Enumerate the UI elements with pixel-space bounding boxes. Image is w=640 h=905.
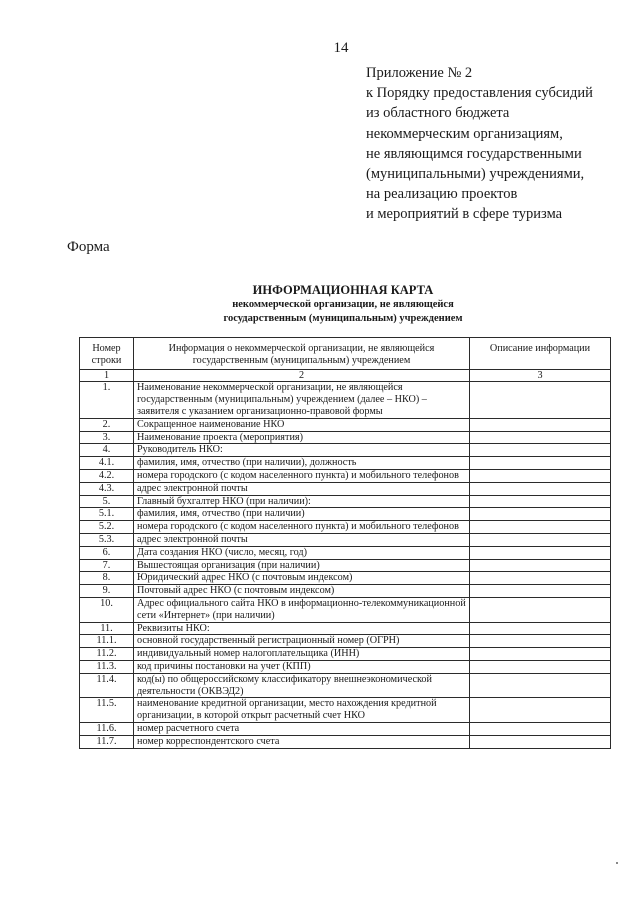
row-description-cell[interactable]	[470, 635, 611, 648]
row-number: 5.3.	[80, 533, 134, 546]
appendix-line: на реализацию проектов	[366, 186, 518, 203]
row-number: 11.	[80, 622, 134, 635]
appendix-line: некоммерческим организациям,	[366, 125, 563, 142]
row-number: 4.3.	[80, 482, 134, 495]
table-row	[80, 382, 611, 418]
table-row	[80, 635, 611, 648]
appendix-line: из областного бюджета	[366, 105, 510, 122]
row-number: 5.2.	[80, 521, 134, 534]
appendix-line: к Порядку предоставления субсидий	[366, 85, 593, 102]
row-description-cell[interactable]	[470, 482, 611, 495]
table-row	[80, 585, 611, 598]
table-row	[80, 482, 611, 495]
row-info: Адрес официального сайта НКО в информационно-телекоммуникационной сети «Интернет» (при наличии)	[134, 597, 470, 622]
row-info: адрес электронной почты	[134, 482, 470, 495]
row-description-cell[interactable]	[470, 431, 611, 444]
appendix-block	[366, 63, 593, 225]
table-row	[80, 648, 611, 661]
document-title	[148, 282, 538, 326]
row-description-cell[interactable]	[470, 735, 611, 748]
row-description-cell[interactable]	[470, 495, 611, 508]
row-info: Руководитель НКО:	[134, 444, 470, 457]
row-description-cell[interactable]	[470, 559, 611, 572]
row-description-cell[interactable]	[470, 444, 611, 457]
row-info: номер расчетного счета	[134, 722, 470, 735]
header-num: Номер строки	[80, 338, 134, 370]
row-description-cell[interactable]	[470, 660, 611, 673]
row-description-cell[interactable]	[470, 533, 611, 546]
row-info: Наименование некоммерческой организации, не являющейся государственным (муниципальным) учреждением (далее – НКО) – заявителя с указанием организационно-правовой формы	[134, 382, 470, 418]
row-number: 11.3.	[80, 660, 134, 673]
row-info: индивидуальный номер налогоплательщика (ИНН)	[134, 648, 470, 661]
table-row	[80, 533, 611, 546]
row-number: 3.	[80, 431, 134, 444]
header-info: Информация о некоммерческой организации, не являющейся государственным (муниципальным) учреждением	[134, 338, 470, 370]
row-info: фамилия, имя, отчество (при наличии)	[134, 508, 470, 521]
info-table	[79, 337, 611, 749]
row-number: 8.	[80, 572, 134, 585]
row-info: основной государственный регистрационный номер (ОГРН)	[134, 635, 470, 648]
row-description-cell[interactable]	[470, 648, 611, 661]
appendix-line: и мероприятий в сфере туризма	[366, 206, 563, 223]
row-description-cell[interactable]	[470, 722, 611, 735]
form-label: Форма	[67, 239, 110, 255]
row-number: 9.	[80, 585, 134, 598]
row-info: Наименование проекта (мероприятия)	[134, 431, 470, 444]
row-number: 6.	[80, 546, 134, 559]
row-info: наименование кредитной организации, место нахождения кредитной организации, в которой открыт расчетный счет НКО	[134, 698, 470, 723]
row-info: код(ы) по общероссийскому классификатору внешнеэкономической деятельности (ОКВЭД2)	[134, 673, 470, 698]
page-number: 14	[333, 40, 349, 56]
row-info: Юридический адрес НКО (с почтовым индексом)	[134, 572, 470, 585]
row-description-cell[interactable]	[470, 418, 611, 431]
table-row	[80, 444, 611, 457]
row-number: 5.	[80, 495, 134, 508]
table-row	[80, 431, 611, 444]
table-body	[80, 369, 611, 748]
column-number: 2	[134, 369, 470, 382]
row-info: номера городского (с кодом населенного пункта) и мобильного телефонов	[134, 469, 470, 482]
row-number: 5.1.	[80, 508, 134, 521]
row-info: Реквизиты НКО:	[134, 622, 470, 635]
row-number: 1.	[80, 382, 134, 418]
row-description-cell[interactable]	[470, 546, 611, 559]
column-number: 1	[80, 369, 134, 382]
table-row	[80, 546, 611, 559]
title-subtitle-line-1: некоммерческой организации, не являющейся	[232, 299, 454, 310]
row-number: 4.	[80, 444, 134, 457]
row-description-cell[interactable]	[470, 698, 611, 723]
table-row	[80, 735, 611, 748]
appendix-line: (муниципальными) учреждениями,	[366, 166, 585, 183]
row-number: 11.1.	[80, 635, 134, 648]
appendix-line: не являющимся государственными	[366, 145, 582, 162]
row-number: 10.	[80, 597, 134, 622]
row-info: Главный бухгалтер НКО (при наличии):	[134, 495, 470, 508]
row-info: Дата создания НКО (число, месяц, год)	[134, 546, 470, 559]
row-description-cell[interactable]	[470, 597, 611, 622]
row-description-cell[interactable]	[470, 622, 611, 635]
row-description-cell[interactable]	[470, 508, 611, 521]
row-info: номера городского (с кодом населенного пункта) и мобильного телефонов	[134, 521, 470, 534]
row-description-cell[interactable]	[470, 457, 611, 470]
row-info: Вышестоящая организация (при наличии)	[134, 559, 470, 572]
row-description-cell[interactable]	[470, 521, 611, 534]
row-description-cell[interactable]	[470, 673, 611, 698]
row-number: 7.	[80, 559, 134, 572]
column-number: 3	[470, 369, 611, 382]
table-row	[80, 673, 611, 698]
row-number: 11.7.	[80, 735, 134, 748]
table-row	[80, 457, 611, 470]
table-header	[80, 338, 611, 370]
row-number: 11.5.	[80, 698, 134, 723]
table-row	[80, 722, 611, 735]
table-row	[80, 469, 611, 482]
row-info: фамилия, имя, отчество (при наличии), должность	[134, 457, 470, 470]
title-main: ИНФОРМАЦИОННАЯ КАРТА	[252, 283, 434, 297]
row-description-cell[interactable]	[470, 585, 611, 598]
row-number: 4.2.	[80, 469, 134, 482]
row-info: Сокращенное наименование НКО	[134, 418, 470, 431]
row-number: 2.	[80, 418, 134, 431]
table-row	[80, 495, 611, 508]
appendix-line: Приложение № 2	[366, 65, 473, 81]
row-description-cell[interactable]	[470, 469, 611, 482]
table-row	[80, 418, 611, 431]
row-info: код причины постановки на учет (КПП)	[134, 660, 470, 673]
table-row	[80, 622, 611, 635]
row-description-cell[interactable]	[470, 572, 611, 585]
row-number: 11.4.	[80, 673, 134, 698]
row-number: 4.1.	[80, 457, 134, 470]
row-number: 11.6.	[80, 722, 134, 735]
row-info: номер корреспондентского счета	[134, 735, 470, 748]
row-info: адрес электронной почты	[134, 533, 470, 546]
table-row	[80, 559, 611, 572]
table-row	[80, 698, 611, 723]
row-info: Почтовый адрес НКО (с почтовым индексом)	[134, 585, 470, 598]
row-number: 11.2.	[80, 648, 134, 661]
title-subtitle-line-2: государственным (муниципальным) учреждением	[223, 313, 463, 324]
table-row	[80, 572, 611, 585]
table-row	[80, 660, 611, 673]
table-row	[80, 508, 611, 521]
table-row	[80, 521, 611, 534]
header-desc: Описание информации	[470, 338, 611, 370]
row-description-cell[interactable]	[470, 382, 611, 418]
table-row	[80, 597, 611, 622]
column-number-row	[80, 369, 611, 382]
scan-artifact	[616, 862, 618, 864]
